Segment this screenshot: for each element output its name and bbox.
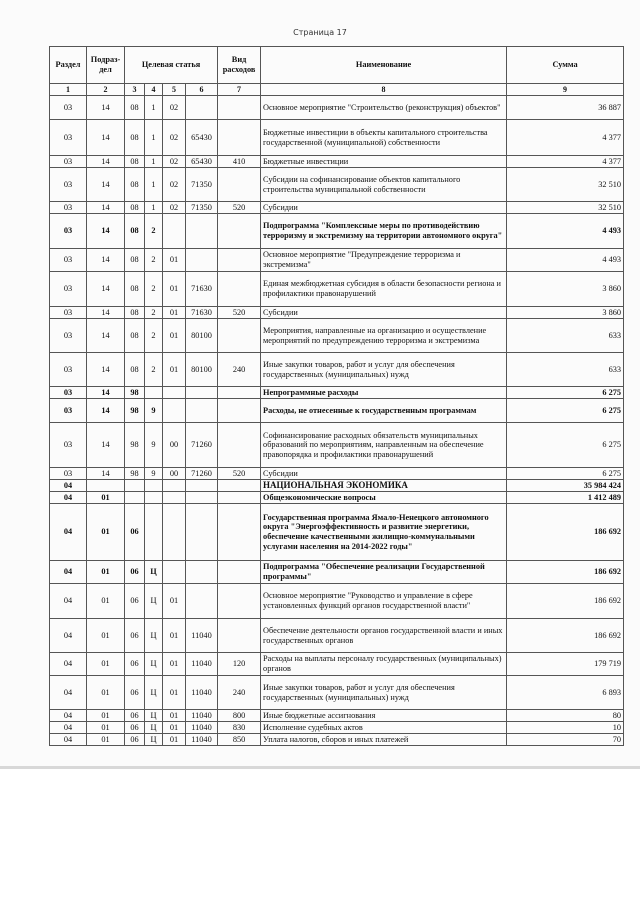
- cell-program: [125, 492, 145, 504]
- cell-razdel: 04: [50, 492, 87, 504]
- cell-summa: 32 510: [507, 202, 624, 214]
- table-row: [50, 156, 624, 168]
- cell-podrazdel: 14: [87, 249, 125, 272]
- cell-razdel: 03: [50, 387, 87, 399]
- table-body: [50, 96, 624, 746]
- cell-event: 01: [163, 319, 186, 353]
- cell-event: 02: [163, 156, 186, 168]
- cell-podrazdel: 01: [87, 710, 125, 722]
- cell-event: 01: [163, 653, 186, 676]
- cell-naimenovanie: Общеэкономические вопросы: [261, 492, 507, 504]
- cell-event: [163, 399, 186, 423]
- cell-subprogram: 2: [145, 307, 163, 319]
- cell-direction: 11040: [186, 619, 218, 653]
- column-number: 6: [186, 84, 218, 96]
- cell-vid-raskhodov: [218, 480, 261, 492]
- cell-subprogram: Ц: [145, 676, 163, 710]
- cell-naimenovanie: Иные закупки товаров, работ и услуг для обеспечения государственных (муниципальных) нужд: [261, 353, 507, 387]
- cell-razdel: 04: [50, 653, 87, 676]
- cell-vid-raskhodov: [218, 319, 261, 353]
- cell-vid-raskhodov: [218, 272, 261, 307]
- cell-direction: 11040: [186, 710, 218, 722]
- cell-program: 08: [125, 272, 145, 307]
- cell-summa: 35 984 424: [507, 480, 624, 492]
- table-row: [50, 272, 624, 307]
- cell-podrazdel: 01: [87, 584, 125, 619]
- cell-program: 08: [125, 168, 145, 202]
- column-number: 3: [125, 84, 145, 96]
- cell-podrazdel: 14: [87, 156, 125, 168]
- cell-event: 02: [163, 96, 186, 120]
- cell-summa: 10: [507, 722, 624, 734]
- cell-event: 01: [163, 722, 186, 734]
- table-row: [50, 722, 624, 734]
- cell-subprogram: 2: [145, 353, 163, 387]
- cell-event: 02: [163, 120, 186, 156]
- table-row: [50, 468, 624, 480]
- cell-direction: 11040: [186, 722, 218, 734]
- cell-subprogram: 2: [145, 249, 163, 272]
- header-tselevaya-statya: Целевая статья: [125, 47, 218, 84]
- cell-razdel: 04: [50, 710, 87, 722]
- cell-summa: 186 692: [507, 561, 624, 584]
- cell-direction: [186, 584, 218, 619]
- cell-naimenovanie: Расходы, не отнесенные к государственным программам: [261, 399, 507, 423]
- header-naimenovanie: Наименование: [261, 47, 507, 84]
- cell-subprogram: 2: [145, 214, 163, 249]
- table-row: [50, 676, 624, 710]
- cell-direction: [186, 399, 218, 423]
- cell-subprogram: Ц: [145, 722, 163, 734]
- cell-naimenovanie: Субсидии: [261, 307, 507, 319]
- cell-event: [163, 387, 186, 399]
- cell-vid-raskhodov: 240: [218, 676, 261, 710]
- cell-event: 01: [163, 353, 186, 387]
- cell-podrazdel: [87, 480, 125, 492]
- cell-direction: [186, 492, 218, 504]
- cell-vid-raskhodov: [218, 504, 261, 561]
- cell-direction: [186, 561, 218, 584]
- cell-naimenovanie: Исполнение судебных актов: [261, 722, 507, 734]
- cell-naimenovanie: Расходы на выплаты персоналу государственных (муниципальных) органов: [261, 653, 507, 676]
- cell-vid-raskhodov: [218, 399, 261, 423]
- cell-razdel: 03: [50, 319, 87, 353]
- cell-direction: 71630: [186, 307, 218, 319]
- table-row: [50, 120, 624, 156]
- cell-summa: 80: [507, 710, 624, 722]
- cell-summa: 6 275: [507, 399, 624, 423]
- cell-subprogram: 9: [145, 468, 163, 480]
- table-row: [50, 734, 624, 746]
- cell-naimenovanie: Софинансирование расходных обязательств муниципальных образований по мероприятиям, направленным на обеспечение правопорядка и профилактики правонарушений: [261, 423, 507, 468]
- cell-podrazdel: 14: [87, 319, 125, 353]
- cell-razdel: 03: [50, 399, 87, 423]
- cell-subprogram: [145, 480, 163, 492]
- cell-subprogram: 1: [145, 120, 163, 156]
- cell-podrazdel: 14: [87, 307, 125, 319]
- cell-razdel: 04: [50, 619, 87, 653]
- cell-razdel: 03: [50, 249, 87, 272]
- cell-program: 06: [125, 653, 145, 676]
- cell-vid-raskhodov: [218, 387, 261, 399]
- page-edge: [0, 766, 640, 769]
- cell-naimenovanie: Субсидии на софинансирование объектов капитального строительства муниципальной собственности: [261, 168, 507, 202]
- cell-event: 01: [163, 272, 186, 307]
- cell-vid-raskhodov: 240: [218, 353, 261, 387]
- cell-summa: 186 692: [507, 504, 624, 561]
- page-number-header: Страница 17: [293, 28, 347, 37]
- cell-podrazdel: 14: [87, 468, 125, 480]
- cell-podrazdel: 14: [87, 387, 125, 399]
- cell-razdel: 04: [50, 504, 87, 561]
- cell-vid-raskhodov: [218, 423, 261, 468]
- cell-razdel: 03: [50, 307, 87, 319]
- cell-naimenovanie: Уплата налогов, сборов и иных платежей: [261, 734, 507, 746]
- cell-program: 08: [125, 156, 145, 168]
- cell-program: 06: [125, 561, 145, 584]
- cell-razdel: 04: [50, 584, 87, 619]
- cell-vid-raskhodov: 410: [218, 156, 261, 168]
- cell-subprogram: 2: [145, 272, 163, 307]
- cell-subprogram: Ц: [145, 584, 163, 619]
- cell-direction: 11040: [186, 653, 218, 676]
- cell-program: 98: [125, 399, 145, 423]
- table-row: [50, 710, 624, 722]
- table-row: [50, 96, 624, 120]
- cell-razdel: 04: [50, 480, 87, 492]
- table-row: [50, 492, 624, 504]
- cell-razdel: 03: [50, 168, 87, 202]
- cell-program: 08: [125, 96, 145, 120]
- cell-direction: 71630: [186, 272, 218, 307]
- cell-subprogram: 1: [145, 168, 163, 202]
- cell-direction: 71350: [186, 168, 218, 202]
- cell-summa: 1 412 489: [507, 492, 624, 504]
- cell-event: 01: [163, 307, 186, 319]
- cell-summa: 186 692: [507, 619, 624, 653]
- cell-event: 01: [163, 619, 186, 653]
- cell-subprogram: [145, 504, 163, 561]
- cell-vid-raskhodov: [218, 249, 261, 272]
- cell-summa: 633: [507, 353, 624, 387]
- cell-direction: 11040: [186, 734, 218, 746]
- cell-subprogram: 2: [145, 319, 163, 353]
- cell-vid-raskhodov: [218, 120, 261, 156]
- cell-direction: 71260: [186, 468, 218, 480]
- header-podrazdel: Подраз-дел: [87, 47, 125, 84]
- cell-subprogram: 9: [145, 423, 163, 468]
- cell-razdel: 04: [50, 722, 87, 734]
- cell-event: 00: [163, 423, 186, 468]
- cell-vid-raskhodov: [218, 214, 261, 249]
- cell-direction: [186, 96, 218, 120]
- cell-razdel: 03: [50, 96, 87, 120]
- table-row: [50, 202, 624, 214]
- cell-naimenovanie: Иные закупки товаров, работ и услуг для обеспечения государственных (муниципальных) нужд: [261, 676, 507, 710]
- cell-vid-raskhodov: 830: [218, 722, 261, 734]
- cell-podrazdel: 01: [87, 676, 125, 710]
- cell-event: 00: [163, 468, 186, 480]
- cell-summa: 186 692: [507, 584, 624, 619]
- cell-direction: [186, 504, 218, 561]
- column-number: 9: [507, 84, 624, 96]
- cell-podrazdel: 14: [87, 214, 125, 249]
- cell-vid-raskhodov: [218, 619, 261, 653]
- cell-podrazdel: 14: [87, 399, 125, 423]
- cell-razdel: 03: [50, 156, 87, 168]
- cell-podrazdel: 14: [87, 120, 125, 156]
- cell-summa: 6 275: [507, 423, 624, 468]
- cell-naimenovanie: Иные бюджетные ассигнования: [261, 710, 507, 722]
- column-number: 1: [50, 84, 87, 96]
- cell-direction: [186, 214, 218, 249]
- cell-podrazdel: 14: [87, 353, 125, 387]
- cell-podrazdel: 01: [87, 504, 125, 561]
- cell-vid-raskhodov: [218, 561, 261, 584]
- cell-summa: 4 377: [507, 120, 624, 156]
- table-row: [50, 319, 624, 353]
- cell-razdel: 03: [50, 353, 87, 387]
- cell-vid-raskhodov: [218, 168, 261, 202]
- header-razdel: Раздел: [50, 47, 87, 84]
- cell-direction: 65430: [186, 156, 218, 168]
- table-row: [50, 214, 624, 249]
- cell-naimenovanie: Обеспечение деятельности органов государственной власти и иных государственных органов: [261, 619, 507, 653]
- table-row: [50, 561, 624, 584]
- cell-naimenovanie: Мероприятия, направленные на организацию и осуществление мероприятий по предупреждению терроризма и экстремизма: [261, 319, 507, 353]
- cell-naimenovanie: Непрограммные расходы: [261, 387, 507, 399]
- table-row: [50, 168, 624, 202]
- cell-program: 06: [125, 584, 145, 619]
- cell-summa: 6 275: [507, 387, 624, 399]
- cell-podrazdel: 01: [87, 734, 125, 746]
- cell-podrazdel: 14: [87, 423, 125, 468]
- table-row: [50, 399, 624, 423]
- cell-summa: 3 860: [507, 307, 624, 319]
- cell-event: 01: [163, 584, 186, 619]
- cell-razdel: 03: [50, 272, 87, 307]
- cell-event: [163, 504, 186, 561]
- cell-program: 06: [125, 710, 145, 722]
- cell-event: 01: [163, 676, 186, 710]
- cell-direction: 71260: [186, 423, 218, 468]
- cell-razdel: 04: [50, 561, 87, 584]
- table-row: [50, 653, 624, 676]
- cell-naimenovanie: Основное мероприятие "Строительство (реконструкция) объектов": [261, 96, 507, 120]
- cell-event: 02: [163, 168, 186, 202]
- cell-podrazdel: 14: [87, 202, 125, 214]
- cell-direction: [186, 249, 218, 272]
- cell-subprogram: Ц: [145, 710, 163, 722]
- budget-table: [49, 46, 624, 746]
- cell-naimenovanie: Основное мероприятие "Предупреждение терроризма и экстремизма": [261, 249, 507, 272]
- cell-podrazdel: 01: [87, 653, 125, 676]
- cell-naimenovanie: Государственная программа Ямало-Ненецкого автономного округа "Энергоэффективность и развитие энергетики, обеспечение качественными жилищно-коммунальными услугами населения на 2014-2022 годы": [261, 504, 507, 561]
- cell-event: [163, 492, 186, 504]
- cell-vid-raskhodov: [218, 492, 261, 504]
- column-number: 8: [261, 84, 507, 96]
- cell-event: 02: [163, 202, 186, 214]
- cell-razdel: 03: [50, 120, 87, 156]
- table-row: [50, 619, 624, 653]
- cell-direction: 11040: [186, 676, 218, 710]
- table-row: [50, 307, 624, 319]
- cell-naimenovanie: Основное мероприятие "Руководство и управление в сфере установленных функций органов государственной власти": [261, 584, 507, 619]
- cell-vid-raskhodov: 520: [218, 307, 261, 319]
- cell-event: 01: [163, 249, 186, 272]
- cell-naimenovanie: Бюджетные инвестиции в объекты капитального строительства государственной (муниципальной) собственности: [261, 120, 507, 156]
- cell-summa: 32 510: [507, 168, 624, 202]
- cell-razdel: 04: [50, 676, 87, 710]
- header-vid-raskhodov: Вид расходов: [218, 47, 261, 84]
- column-number: 2: [87, 84, 125, 96]
- cell-razdel: 04: [50, 734, 87, 746]
- cell-podrazdel: 14: [87, 168, 125, 202]
- table-row: [50, 504, 624, 561]
- cell-summa: 70: [507, 734, 624, 746]
- cell-subprogram: 1: [145, 156, 163, 168]
- cell-summa: 179 719: [507, 653, 624, 676]
- cell-podrazdel: 01: [87, 492, 125, 504]
- cell-vid-raskhodov: 520: [218, 468, 261, 480]
- cell-razdel: 03: [50, 423, 87, 468]
- cell-program: 06: [125, 734, 145, 746]
- cell-event: [163, 561, 186, 584]
- cell-vid-raskhodov: [218, 584, 261, 619]
- cell-vid-raskhodov: 800: [218, 710, 261, 722]
- cell-event: [163, 480, 186, 492]
- cell-event: 01: [163, 734, 186, 746]
- cell-summa: 6 893: [507, 676, 624, 710]
- cell-summa: 4 493: [507, 249, 624, 272]
- cell-podrazdel: 01: [87, 722, 125, 734]
- cell-event: [163, 214, 186, 249]
- cell-naimenovanie: Подпрограмма "Комплексные меры по противодействию терроризму и экстремизму на территории автономного округа": [261, 214, 507, 249]
- cell-subprogram: 1: [145, 96, 163, 120]
- cell-subprogram: [145, 387, 163, 399]
- cell-razdel: 03: [50, 202, 87, 214]
- cell-subprogram: 1: [145, 202, 163, 214]
- cell-program: 06: [125, 722, 145, 734]
- cell-program: 08: [125, 214, 145, 249]
- cell-program: 08: [125, 307, 145, 319]
- cell-podrazdel: 01: [87, 561, 125, 584]
- cell-naimenovanie: Подпрограмма "Обеспечение реализации Государственной программы": [261, 561, 507, 584]
- table-row: [50, 249, 624, 272]
- column-number: 4: [145, 84, 163, 96]
- table-row: [50, 584, 624, 619]
- table-row: [50, 353, 624, 387]
- cell-subprogram: [145, 492, 163, 504]
- cell-vid-raskhodov: 520: [218, 202, 261, 214]
- cell-subprogram: 9: [145, 399, 163, 423]
- table-row: [50, 480, 624, 492]
- cell-subprogram: Ц: [145, 619, 163, 653]
- cell-event: 01: [163, 710, 186, 722]
- cell-naimenovanie: НАЦИОНАЛЬНАЯ ЭКОНОМИКА: [261, 480, 507, 492]
- cell-podrazdel: 14: [87, 96, 125, 120]
- cell-program: 08: [125, 120, 145, 156]
- cell-summa: 6 275: [507, 468, 624, 480]
- cell-subprogram: Ц: [145, 561, 163, 584]
- cell-vid-raskhodov: [218, 96, 261, 120]
- table-row: [50, 387, 624, 399]
- cell-direction: 80100: [186, 353, 218, 387]
- column-number: 7: [218, 84, 261, 96]
- cell-program: 08: [125, 249, 145, 272]
- cell-direction: [186, 387, 218, 399]
- cell-program: 08: [125, 353, 145, 387]
- cell-program: 98: [125, 387, 145, 399]
- cell-program: [125, 480, 145, 492]
- cell-vid-raskhodov: 120: [218, 653, 261, 676]
- cell-summa: 4 493: [507, 214, 624, 249]
- cell-direction: 80100: [186, 319, 218, 353]
- header-summa: Сумма: [507, 47, 624, 84]
- cell-summa: 36 887: [507, 96, 624, 120]
- cell-direction: 71350: [186, 202, 218, 214]
- cell-naimenovanie: Единая межбюджетная субсидия в области безопасности региона и профилактики правонарушений: [261, 272, 507, 307]
- cell-naimenovanie: Субсидии: [261, 202, 507, 214]
- cell-direction: 65430: [186, 120, 218, 156]
- cell-program: 08: [125, 319, 145, 353]
- cell-razdel: 03: [50, 214, 87, 249]
- cell-naimenovanie: Субсидии: [261, 468, 507, 480]
- cell-program: 08: [125, 202, 145, 214]
- cell-razdel: 03: [50, 468, 87, 480]
- table-row: [50, 423, 624, 468]
- cell-direction: [186, 480, 218, 492]
- cell-summa: 3 860: [507, 272, 624, 307]
- cell-summa: 633: [507, 319, 624, 353]
- cell-program: 06: [125, 504, 145, 561]
- cell-podrazdel: 14: [87, 272, 125, 307]
- cell-podrazdel: 01: [87, 619, 125, 653]
- cell-subprogram: Ц: [145, 653, 163, 676]
- column-number: 5: [163, 84, 186, 96]
- cell-summa: 4 377: [507, 156, 624, 168]
- cell-program: 98: [125, 468, 145, 480]
- cell-vid-raskhodov: 850: [218, 734, 261, 746]
- cell-subprogram: Ц: [145, 734, 163, 746]
- cell-program: 06: [125, 676, 145, 710]
- cell-naimenovanie: Бюджетные инвестиции: [261, 156, 507, 168]
- cell-program: 06: [125, 619, 145, 653]
- cell-program: 98: [125, 423, 145, 468]
